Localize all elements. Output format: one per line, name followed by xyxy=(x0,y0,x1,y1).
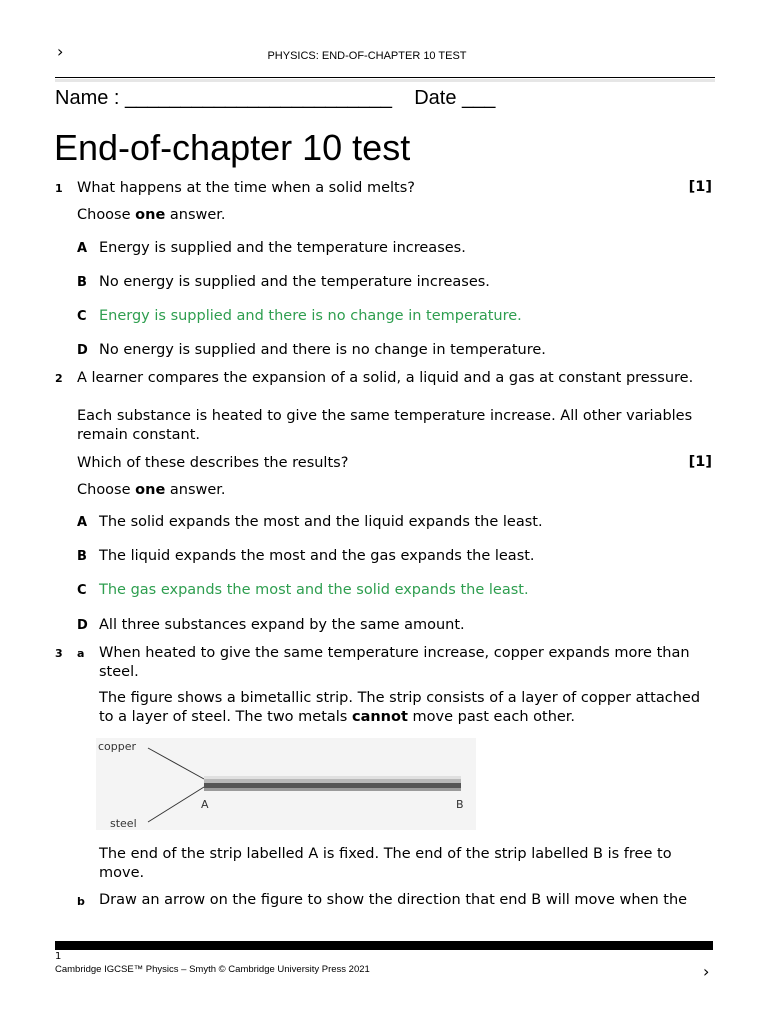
footer-bar xyxy=(55,941,713,950)
option-text-correct: Energy is supplied and there is no change in temperature. xyxy=(99,308,522,324)
header-rule xyxy=(55,77,715,78)
footer-arrow-icon: › xyxy=(703,962,710,981)
end-a-label: A xyxy=(201,798,209,811)
question-number: 3 xyxy=(55,647,63,660)
header-rule-shadow xyxy=(55,79,715,82)
choose-instruction: Choose one answer. xyxy=(77,207,226,223)
marks: [1] xyxy=(688,454,712,470)
part-label: a xyxy=(77,647,85,660)
option-letter: B xyxy=(77,275,87,290)
question-intro: A learner compares the expansion of a solid, a liquid and a gas at constant pressure. xyxy=(77,370,694,386)
steel-label: steel xyxy=(110,817,137,830)
steel-layer xyxy=(204,783,461,788)
copper-highlight xyxy=(204,776,461,779)
page-title: End-of-chapter 10 test xyxy=(54,127,411,168)
option-letter: D xyxy=(77,343,88,358)
option-letter: D xyxy=(77,618,88,633)
question-number: 1 xyxy=(55,182,63,195)
option-letter: C xyxy=(77,309,87,324)
option-text: All three substances expand by the same amount. xyxy=(99,617,465,633)
marks: [1] xyxy=(688,179,712,195)
steel-underside xyxy=(204,788,461,791)
question-intro: Each substance is heated to give the same temperature increase. All other variables remain constant. xyxy=(77,408,693,443)
bimetallic-strip-drawing xyxy=(96,738,476,830)
option-text: No energy is supplied and the temperature increases. xyxy=(99,274,490,290)
choose-instruction: Choose one answer. xyxy=(77,482,226,498)
header-title: PHYSICS: END-OF-CHAPTER 10 TEST xyxy=(267,50,467,62)
option-letter: B xyxy=(77,549,87,564)
footer-credit: Cambridge IGCSE™ Physics – Smyth © Cambridge University Press 2021 xyxy=(55,964,370,975)
option-letter: A xyxy=(77,515,88,530)
page-number: 1 xyxy=(55,951,62,962)
question-text: What happens at the time when a solid melts? xyxy=(77,180,415,196)
figure-followup-text: The end of the strip labelled A is fixed. The end of the strip labelled B is free to move. xyxy=(99,846,672,881)
part-text: Draw an arrow on the figure to show the direction that end B will move when the xyxy=(99,892,688,908)
option-text: Energy is supplied and the temperature increases. xyxy=(99,240,466,256)
option-text: The solid expands the most and the liquid expands the least. xyxy=(99,514,543,530)
option-text: The liquid expands the most and the gas expands the least. xyxy=(99,548,535,564)
copper-leader-line xyxy=(148,748,204,779)
figure-description: The figure shows a bimetallic strip. The strip consists of a layer of copper attached to a layer of steel. The two metals cannot move past each other. xyxy=(99,690,701,725)
question-text: Which of these describes the results? xyxy=(77,455,349,471)
question-number: 2 xyxy=(55,372,63,385)
name-date-line: Name : ________________________ Date ___ xyxy=(55,87,496,109)
option-text-correct: The gas expands the most and the solid expands the least. xyxy=(99,582,529,598)
copper-label: copper xyxy=(98,740,137,753)
part-label: b xyxy=(77,895,85,908)
steel-leader-line xyxy=(148,787,204,822)
header-arrow-icon: › xyxy=(57,42,64,61)
option-text: No energy is supplied and there is no change in temperature. xyxy=(99,342,546,358)
option-letter: C xyxy=(77,583,87,598)
bimetallic-strip-figure xyxy=(96,738,476,830)
part-text: When heated to give the same temperature increase, copper expands more than steel. xyxy=(99,645,690,680)
copper-layer xyxy=(204,779,461,783)
option-letter: A xyxy=(77,241,88,256)
end-b-label: B xyxy=(456,798,464,811)
